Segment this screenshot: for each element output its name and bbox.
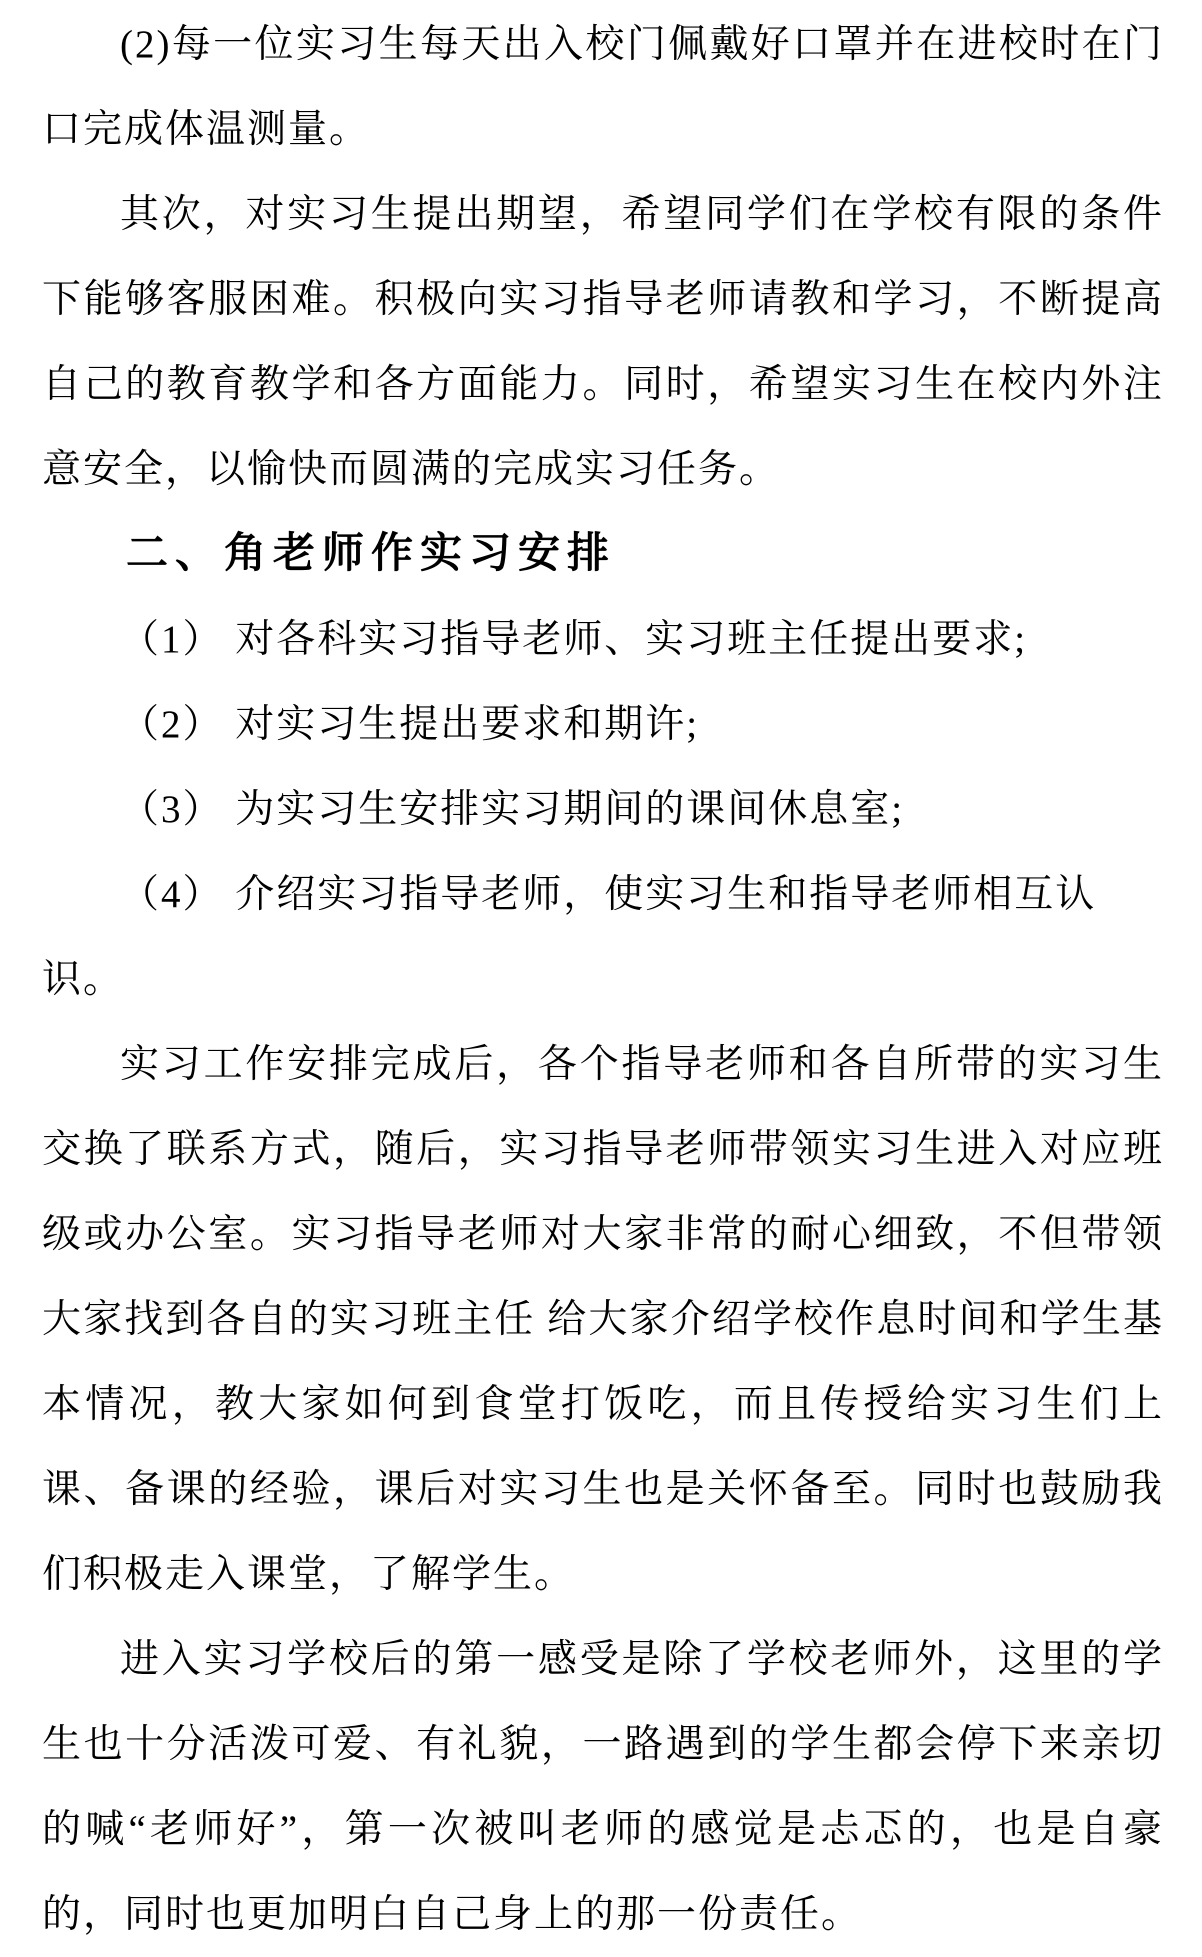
- paragraph-first-impression: 进入实习学校后的第一感受是除了学校老师外，这里的学生也十分活泼可爱、有礼貌，一路遇到的学生都会停下来亲切的喊“老师好”，第一次被叫老师的感觉是忐忑的，也是自豪的，同时也更加明白自己身上的那一份责任。: [42, 1638, 1164, 1936]
- section-heading-internship-arrangement: 二、角老师作实习安排: [126, 531, 617, 577]
- list-item-1: （1） 对各科实习指导老师、实习班主任提出要求;: [120, 618, 1028, 661]
- list-item-3: （3） 为实习生安排实习期间的课间休息室;: [120, 788, 905, 831]
- list-item-2: （2） 对实习生提出要求和期许;: [120, 703, 700, 746]
- paragraph-mentor-guidance: 实习工作安排完成后，各个指导老师和各自所带的实习生交换了联系方式，随后，实习指导老师带领实习生进入对应班级或办公室。实习指导老师对大家非常的耐心细致，不但带领大家找到各自的实习班主任 给大家介绍学校作息时间和学生基本情况，教大家如何到食堂打饭吃，而且传授给实习生们上课、备课的经验，课后对实习生也是关怀备至。同时也鼓励我们积极走入课堂，了解学生。: [42, 1043, 1164, 1596]
- list-item-4: （4） 介绍实习指导老师，使实习生和指导老师相互认识。: [42, 873, 1097, 1001]
- paragraph-expectations: 其次，对实习生提出期望，希望同学们在学校有限的条件下能够客服困难。积极向实习指导老师请教和学习，不断提高自己的教育教学和各方面能力。同时，希望实习生在校内外注意安全，以愉快而圆满的完成实习任务。: [42, 193, 1164, 491]
- paragraph-mask-temperature: (2)每一位实习生每天出入校门佩戴好口罩并在进校时在门口完成体温测量。: [42, 23, 1164, 151]
